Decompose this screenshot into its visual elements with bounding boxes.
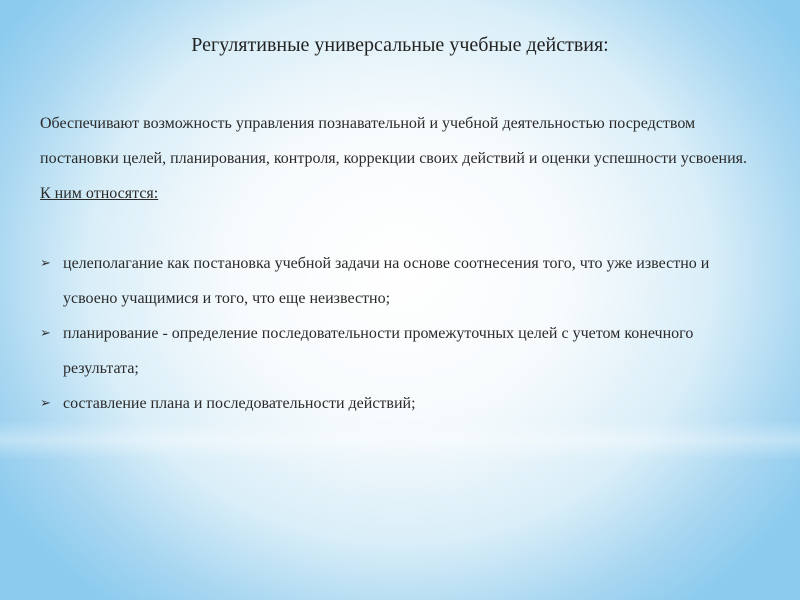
- check-arrow-icon: ➢: [40, 256, 51, 271]
- list-item-text: планирование - определение последовательности промежуточных целей с учетом конечного результата;: [63, 325, 694, 377]
- check-arrow-icon: ➢: [40, 396, 51, 411]
- intro-paragraph: [40, 106, 760, 211]
- list-item: [40, 386, 760, 421]
- list-item: [40, 316, 760, 386]
- intro-underlined-text: К ним относятся:: [40, 185, 159, 202]
- bullet-list: [40, 246, 760, 421]
- list-item-text: составление плана и последовательности действий;: [63, 395, 416, 412]
- slide-content: [40, 106, 760, 421]
- intro-text: Обеспечивают возможность управления познавательной и учебной деятельностью посредством постановки целей, планирования, контроля, коррекции своих действий и оценки успешности усвоения.: [40, 115, 748, 167]
- list-item: [40, 246, 760, 316]
- slide-title: Регулятивные универсальные учебные действия:: [191, 34, 609, 56]
- list-item-text: целеполагание как постановка учебной задачи на основе соотнесения того, что уже известно и усвоено учащимися и того, что еще неизвестно;: [63, 255, 710, 307]
- check-arrow-icon: ➢: [40, 326, 51, 341]
